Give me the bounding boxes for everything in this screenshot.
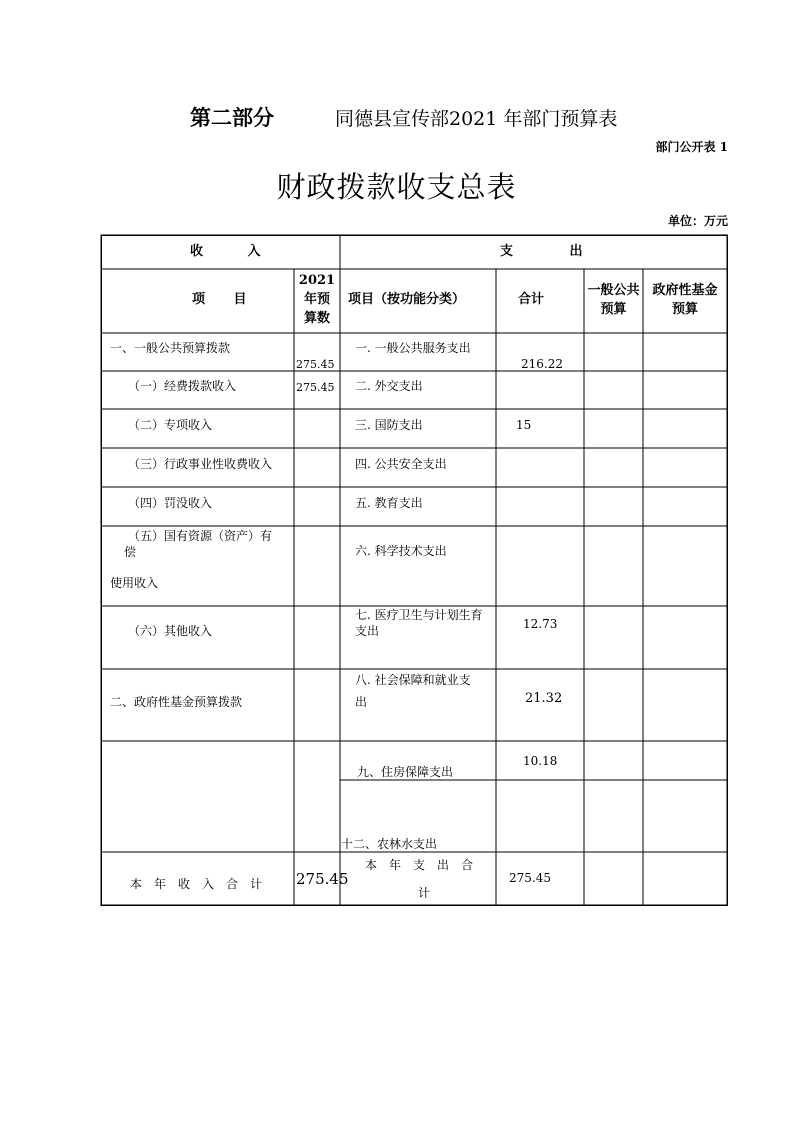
- expense-header: 支 出: [500, 244, 609, 259]
- income-total-label: 本年收入合计: [130, 877, 275, 891]
- income-row-1-label: 一、一般公共预算拨款: [110, 341, 231, 355]
- expense-total-label-cont: 计: [418, 886, 431, 900]
- main-title: 财政拨款收支总表: [276, 170, 517, 204]
- col-item-header: 项 目: [192, 292, 259, 307]
- expense-row-3-label: 三. 国防支出: [355, 418, 423, 432]
- col-general-budget-header: 一般公共 预算: [587, 283, 640, 317]
- income-row-1-value: 275.45: [296, 358, 335, 371]
- income-total-value: 275.45: [296, 870, 349, 888]
- col-func-item-header: 项目（按功能分类）: [348, 292, 466, 307]
- expense-row-8-total: 21.32: [525, 691, 563, 706]
- income-header: 收 入: [190, 244, 281, 259]
- unit-label: 单位：万元: [667, 214, 728, 228]
- expense-row-2-label: 二. 外交支出: [355, 379, 423, 393]
- expense-total-value: 275.45: [509, 871, 551, 885]
- income-row-4-label: （三）行政事业性收费收入: [128, 457, 273, 471]
- income-row-6-label-cont: 偿: [124, 545, 137, 559]
- expense-row-8-label: 八. 社会保障和就业支: [355, 673, 471, 687]
- expense-row-6-label: 六. 科学技术支出: [355, 544, 447, 558]
- income-row-7-label: （六）其他收入: [128, 624, 213, 638]
- expense-row-7-label: 七. 医疗卫生与计划生育: [355, 608, 483, 622]
- col-budget-header: 2021 年预 算数: [298, 273, 336, 326]
- expense-row-4-label: 四. 公共安全支出: [355, 457, 447, 471]
- expense-row-7-label-cont: 支出: [355, 624, 380, 638]
- expense-total-label: 本年支出合: [365, 858, 486, 872]
- expense-row-8-label-cont: 出: [355, 695, 368, 709]
- income-row-2-label: （一）经费拨款收入: [128, 379, 237, 393]
- expense-row-9-total: 10.18: [523, 754, 558, 768]
- income-row-2-value: 275.45: [296, 381, 335, 394]
- income-row-3-label: （二）专项收入: [128, 418, 213, 432]
- expense-row-1-label: 一. 一般公共服务支出: [355, 341, 471, 355]
- expense-row-7-total: 12.73: [523, 617, 558, 631]
- expense-row-9-label: 九、住房保障支出: [357, 765, 454, 779]
- income-row-5-label: （四）罚没收入: [128, 496, 213, 510]
- expense-row-3-total: 15: [516, 418, 532, 432]
- col-fund-budget-header: 政府性基金 预算: [652, 283, 718, 317]
- expense-row-10-label: 十二、农林水支出: [341, 837, 438, 851]
- expense-row-1-total: 216.22: [521, 357, 563, 371]
- document-title: 同德县宣传部2021 年部门预算表: [335, 108, 618, 130]
- expense-row-5-label: 五. 教育支出: [355, 496, 423, 510]
- col-total-header: 合计: [518, 292, 545, 307]
- income-row-6-label-cont2: 使用收入: [110, 576, 159, 590]
- table-code: 部门公开表 1: [655, 140, 728, 154]
- part-label: 第二部分: [190, 106, 274, 130]
- income-row-6-label: （五）国有资源（资产）有: [128, 529, 273, 543]
- income-row-8-label: 二、政府性基金预算拨款: [110, 695, 243, 709]
